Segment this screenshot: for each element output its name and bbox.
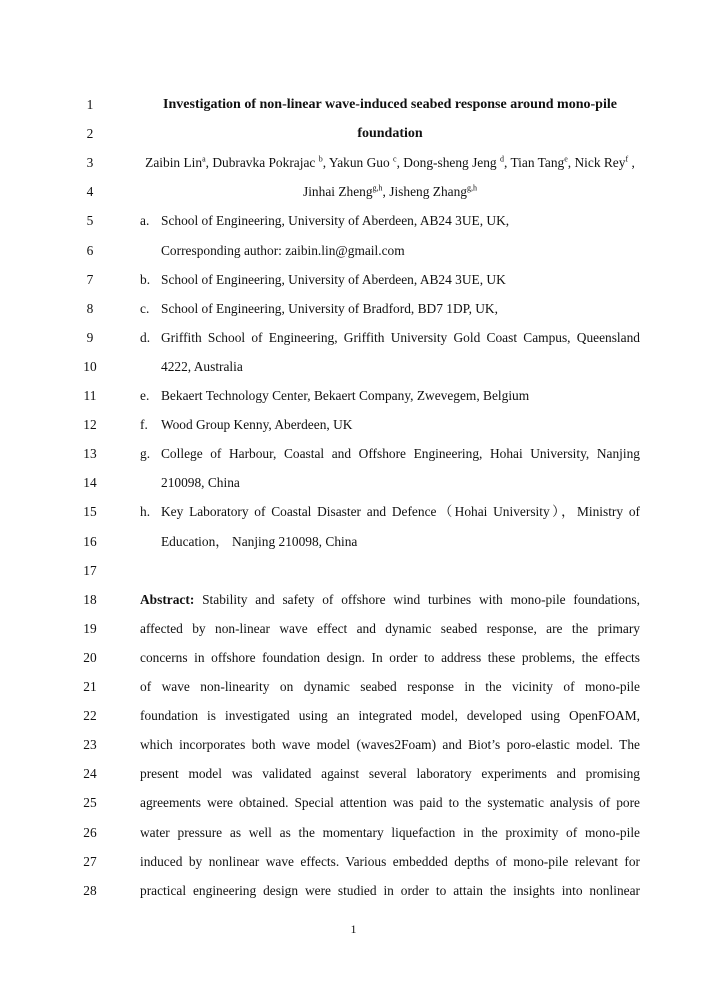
line-number: 21 [83, 679, 97, 694]
author-list-2 [135, 177, 645, 206]
affiliation-text: School of Engineering, University of Bradford, BD7 1DP, UK, [161, 300, 498, 316]
abstract-line [140, 847, 640, 876]
document-line [0, 468, 707, 497]
document-line [0, 177, 707, 206]
document-line [0, 788, 707, 817]
line-number: 23 [83, 737, 97, 753]
affiliation-text: Education， Nanjing 210098, China [161, 533, 358, 549]
author-list-1 [135, 148, 645, 177]
abstract-text: which incorporates both wave model (waves2Foam) and Biot’s poro-elastic model. The [140, 737, 640, 753]
document-line [0, 818, 707, 847]
author-affiliation-mark: c [393, 154, 397, 164]
document-line [0, 527, 707, 556]
line-number: 5 [86, 213, 94, 229]
line-number: 2 [86, 126, 94, 142]
paper-title-line-1: Investigation of non-linear wave-induced seabed response around mono-pile [163, 97, 617, 112]
page-number: 1 [350, 922, 357, 936]
affiliation-label: f. [140, 417, 148, 433]
line-number: 10 [83, 358, 97, 374]
line-number: 11 [83, 388, 97, 403]
author-name: Dong-sheng Jeng [403, 155, 500, 171]
document-line [0, 614, 707, 643]
line-number: 4 [86, 184, 94, 200]
affiliation-text: College of Harbour, Coastal and Offshore Engineering, Hohai University, Nanjing [161, 446, 640, 462]
document-line [0, 381, 707, 410]
abstract-text: practical engineering design were studied in order to attain the insights into nonlinear [140, 882, 640, 898]
abstract-text: Stability and safety of offshore wind turbines with mono-pile foundations, [194, 591, 640, 607]
abstract-line [140, 730, 640, 759]
line-number: 19 [83, 620, 97, 636]
document-line [0, 265, 707, 294]
author-affiliation-mark: d [499, 154, 504, 164]
affiliation-label: h. [140, 504, 151, 520]
abstract-text: concerns in offshore foundation design. In order to address these problems, the effects [140, 649, 640, 665]
abstract-line [140, 643, 640, 672]
author-affiliation-mark: e [564, 154, 568, 164]
abstract-line [140, 701, 640, 730]
affiliation-label: e. [140, 388, 150, 403]
affiliation-text: 4222, Australia [161, 358, 243, 374]
author-name: Nick Rey [574, 155, 626, 171]
affiliation-text: School of Engineering, University of Aberdeen, AB24 3UE, UK [161, 271, 506, 287]
abstract-text: present model was validated against several laboratory experiments and promising [140, 766, 640, 782]
affiliation-text: School of Engineering, University of Aberdeen, AB24 3UE, UK, [161, 213, 510, 229]
affiliation-label: b. [140, 271, 151, 287]
affiliation-label: a. [140, 213, 150, 229]
author-name: Tian Tang [510, 155, 565, 171]
abstract-text: foundation is investigated using an integrated model, developed using OpenFOAM, [140, 708, 640, 724]
document-line [0, 294, 707, 323]
abstract-label: Abstract: [140, 591, 195, 607]
abstract-text: of wave non-linearity on dynamic seabed response in the vicinity of mono-pile [140, 679, 640, 694]
document-line [0, 497, 707, 526]
document-line [0, 759, 707, 788]
affiliation-label: c. [140, 300, 150, 316]
author-separator: , [382, 184, 390, 200]
line-number: 22 [83, 708, 97, 724]
affiliation-label: d. [140, 329, 151, 345]
author-affiliation-mark: g,h [466, 183, 477, 193]
line-number: 17 [83, 562, 97, 578]
abstract-text: induced by nonlinear wave effects. Various embedded depths of mono-pile relevant for [140, 853, 640, 869]
document-line [0, 672, 707, 701]
abstract-line [140, 788, 640, 817]
affiliation-text: Key Laboratory of Coastal Disaster and Defence（Hohai University），Ministry of [161, 504, 640, 520]
author-affiliation-mark: g,h [372, 183, 383, 193]
abstract-line [140, 585, 640, 614]
author-separator: , [322, 155, 329, 171]
line-number: 8 [86, 300, 94, 316]
document-line [0, 323, 707, 352]
document-line [0, 876, 707, 905]
abstract-text: water pressure as well as the momentary liquefaction in the proximity of mono-pile [140, 824, 640, 840]
abstract-line [140, 614, 640, 643]
line-number: 1 [86, 97, 94, 112]
document-line [0, 847, 707, 876]
line-number: 18 [83, 591, 97, 607]
document-line [0, 148, 707, 177]
line-number: 12 [83, 417, 97, 433]
author-affiliation-mark: f [625, 154, 629, 164]
author-name: Jinhai Zheng [303, 184, 373, 200]
line-number: 15 [83, 504, 97, 520]
document-line [0, 643, 707, 672]
document-line [0, 90, 707, 119]
abstract-line [140, 876, 640, 905]
line-number: 6 [86, 242, 94, 258]
line-number: 7 [86, 271, 94, 287]
paper-title-line-2: foundation [357, 126, 423, 142]
author-affiliation-mark: b [318, 154, 323, 164]
author-separator: , [396, 155, 404, 171]
line-number: 3 [86, 155, 94, 171]
line-number: 25 [83, 795, 97, 811]
affiliation-label: g. [140, 446, 151, 462]
line-number: 24 [83, 766, 97, 782]
author-separator: , [628, 155, 635, 171]
author-name: Zaibin Lin [145, 155, 203, 171]
document-line [0, 585, 707, 614]
author-name: Jisheng Zhang [389, 184, 467, 200]
line-number: 9 [86, 329, 94, 345]
document-line [0, 206, 707, 235]
corresponding-author-email: Corresponding author: zaibin.lin@gmail.com [161, 242, 405, 258]
affiliation-text: 210098, China [161, 475, 240, 491]
abstract-line [140, 818, 640, 847]
author-name: Yakun Guo [328, 155, 394, 171]
line-number: 14 [83, 475, 97, 491]
affiliation-text: Wood Group Kenny, Aberdeen, UK [161, 417, 353, 433]
author-separator: , [503, 155, 511, 171]
line-number: 13 [83, 446, 97, 462]
line-number: 20 [83, 649, 97, 665]
affiliation-text: Bekaert Technology Center, Bekaert Company, Zwevegem, Belgium [161, 388, 530, 403]
line-number: 26 [83, 824, 97, 840]
line-number: 27 [83, 853, 97, 869]
author-separator: , [567, 155, 575, 171]
author-name: Dubravka Pokrajac [212, 155, 319, 171]
document-line [0, 730, 707, 759]
document-line [0, 701, 707, 730]
abstract-text: agreements were obtained. Special attention was paid to the systematic analysis of pore [140, 795, 640, 811]
document-line [0, 352, 707, 381]
affiliation-text: Griffith School of Engineering, Griffith University Gold Coast Campus, Queensland [161, 329, 640, 345]
abstract-line [140, 759, 640, 788]
line-number: 16 [83, 533, 97, 549]
document-line [0, 410, 707, 439]
document-line [0, 439, 707, 468]
abstract-line [140, 672, 640, 701]
line-number: 28 [83, 882, 97, 898]
author-affiliation-mark: a [202, 154, 206, 164]
abstract-text: affected by non-linear wave effect and dynamic seabed response, are the primary [140, 620, 640, 636]
document-line [0, 236, 707, 265]
document-line [0, 119, 707, 148]
document-line [0, 556, 707, 585]
author-separator: , [205, 155, 213, 171]
